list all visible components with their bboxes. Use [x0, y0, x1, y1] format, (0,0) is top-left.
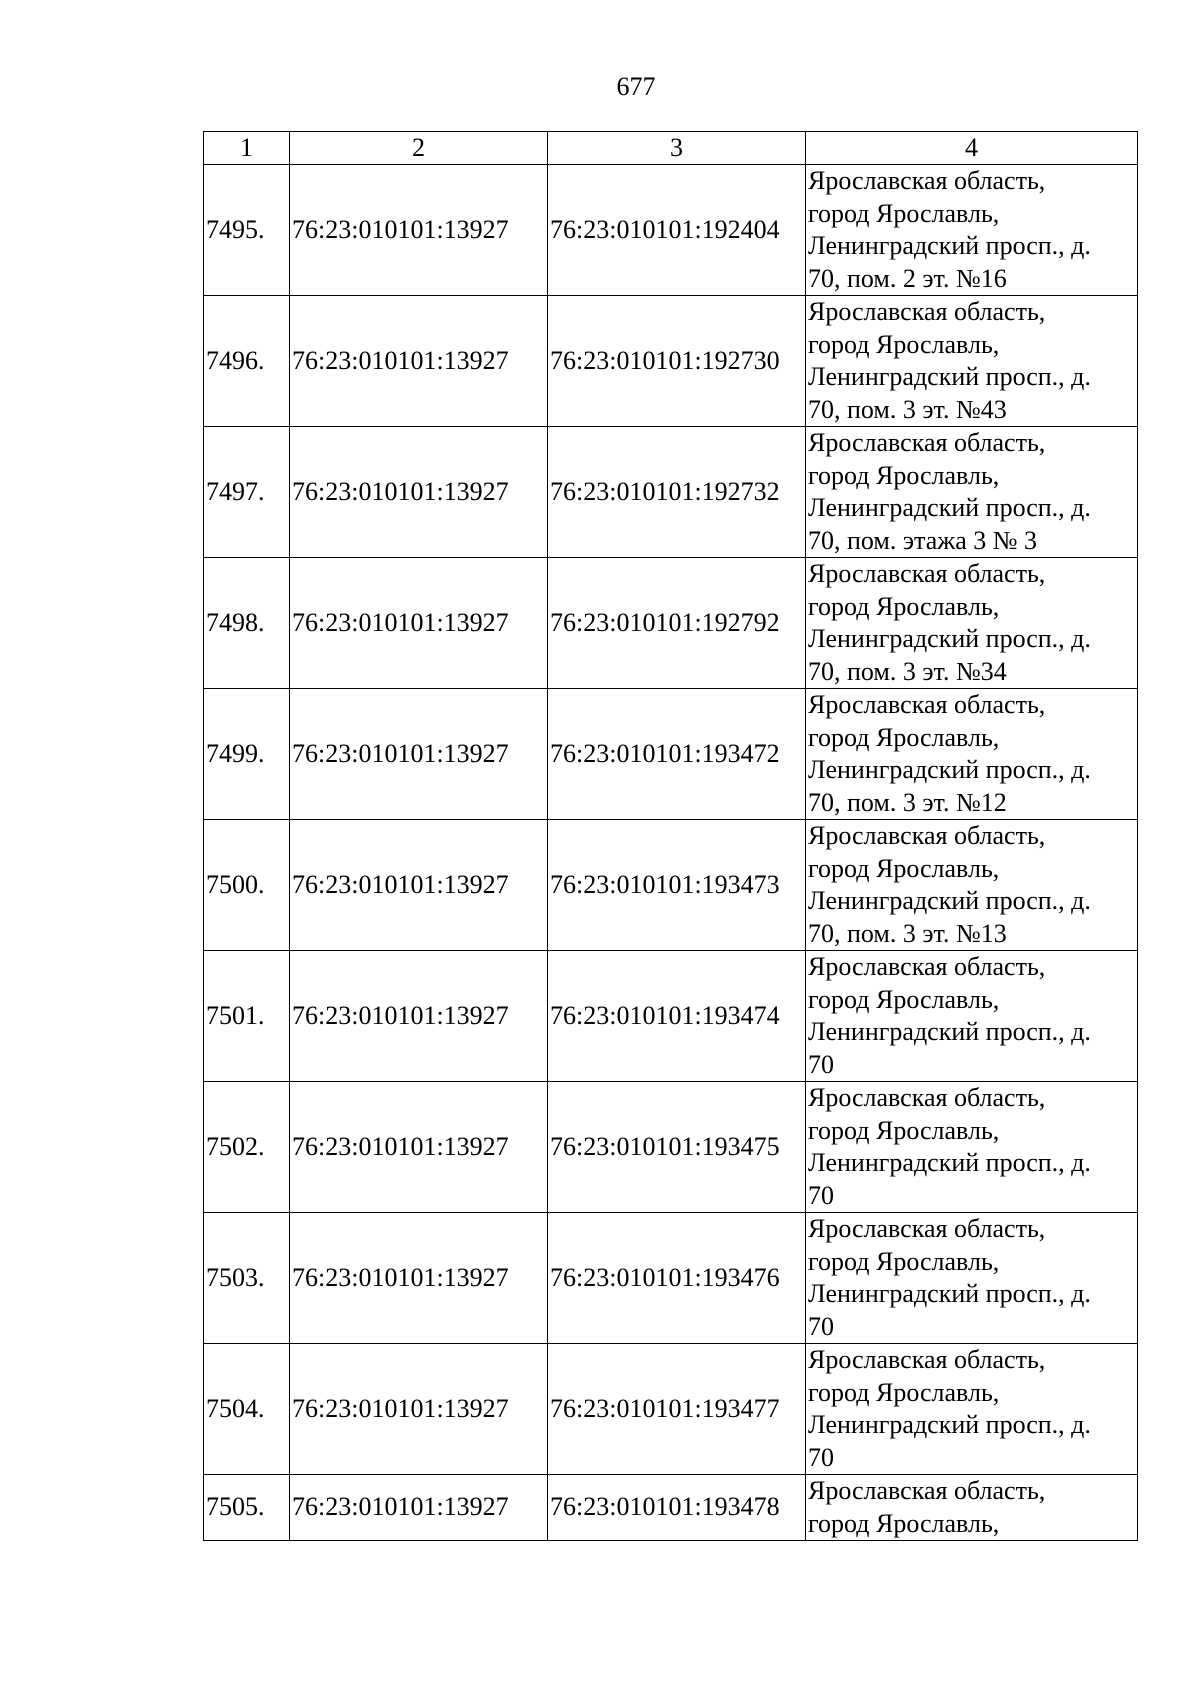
row-number-cell: 7501.	[204, 951, 290, 1082]
address-cell	[806, 1082, 1138, 1213]
table-row	[204, 427, 1138, 558]
table-row	[204, 689, 1138, 820]
column-header-4: 4	[806, 132, 1138, 165]
column-header-1: 1	[204, 132, 290, 165]
address-line: 70	[808, 1180, 834, 1210]
address-line: Ярославская область,	[808, 428, 1046, 457]
address-cell	[806, 165, 1138, 296]
cadastral-number-cell: 76:23:010101:13927	[290, 1213, 548, 1344]
address-line: 70	[808, 1442, 834, 1472]
cadastral-number-cell: 76:23:010101:13927	[290, 165, 548, 296]
table-row	[204, 1475, 1138, 1541]
address-line: Ярославская область,	[808, 1083, 1046, 1112]
address-line: город Ярославль,	[808, 1377, 1000, 1407]
cadastral-number-cell: 76:23:010101:13927	[290, 820, 548, 951]
row-number-cell: 7503.	[204, 1213, 290, 1344]
object-cadastral-number-cell: 76:23:010101:192792	[548, 558, 806, 689]
address-cell	[806, 1213, 1138, 1344]
address-line: Ярославская область,	[808, 952, 1046, 981]
row-number-cell: 7499.	[204, 689, 290, 820]
object-cadastral-number-cell: 76:23:010101:193476	[548, 1213, 806, 1344]
cadastral-number-cell: 76:23:010101:13927	[290, 1082, 548, 1213]
address-line: Ярославская область,	[808, 1476, 1046, 1505]
address-cell	[806, 558, 1138, 689]
address-line: Ярославская область,	[808, 297, 1046, 326]
address-cell	[806, 296, 1138, 427]
object-cadastral-number-cell: 76:23:010101:192730	[548, 296, 806, 427]
address-line: город Ярославль,	[808, 853, 1000, 883]
row-number-cell: 7498.	[204, 558, 290, 689]
row-number-cell: 7504.	[204, 1344, 290, 1475]
address-cell	[806, 689, 1138, 820]
table-row	[204, 296, 1138, 427]
table-row	[204, 1213, 1138, 1344]
object-cadastral-number-cell: 76:23:010101:193474	[548, 951, 806, 1082]
address-line: Ленинградский просп., д.	[808, 362, 1091, 391]
address-cell	[806, 951, 1138, 1082]
cadastral-number-cell: 76:23:010101:13927	[290, 1475, 548, 1541]
cadastral-number-cell: 76:23:010101:13927	[290, 296, 548, 427]
cadastral-number-cell: 76:23:010101:13927	[290, 427, 548, 558]
address-line: 70, пом. 2 эт. №16	[808, 263, 1007, 293]
table-row	[204, 820, 1138, 951]
address-line: город Ярославль,	[808, 1115, 1000, 1145]
object-cadastral-number-cell: 76:23:010101:193473	[548, 820, 806, 951]
cadastral-number-cell: 76:23:010101:13927	[290, 1344, 548, 1475]
column-header-2: 2	[290, 132, 548, 165]
cadastral-number-cell: 76:23:010101:13927	[290, 689, 548, 820]
table-body	[204, 165, 1138, 1541]
address-line: город Ярославль,	[808, 460, 1000, 490]
address-line: 70, пом. 3 эт. №34	[808, 656, 1007, 686]
row-number-cell: 7496.	[204, 296, 290, 427]
address-line: Ярославская область,	[808, 821, 1046, 850]
address-line: Ленинградский просп., д.	[808, 1148, 1091, 1177]
address-line: Ленинградский просп., д.	[808, 1279, 1091, 1308]
table-row	[204, 165, 1138, 296]
row-number-cell: 7495.	[204, 165, 290, 296]
address-line: Ленинградский просп., д.	[808, 624, 1091, 653]
row-number-cell: 7500.	[204, 820, 290, 951]
object-cadastral-number-cell: 76:23:010101:193478	[548, 1475, 806, 1541]
address-cell	[806, 1475, 1138, 1541]
address-line: город Ярославль,	[808, 329, 1000, 359]
header-row	[204, 132, 1138, 165]
registry-table	[203, 131, 1138, 1541]
address-line: город Ярославль,	[808, 1508, 1000, 1538]
address-line: 70, пом. 3 эт. №43	[808, 394, 1007, 424]
object-cadastral-number-cell: 76:23:010101:192732	[548, 427, 806, 558]
address-line: город Ярославль,	[808, 1246, 1000, 1276]
object-cadastral-number-cell: 76:23:010101:192404	[548, 165, 806, 296]
table-row	[204, 951, 1138, 1082]
address-line: город Ярославль,	[808, 591, 1000, 621]
address-line: Ярославская область,	[808, 166, 1046, 195]
row-number-cell: 7497.	[204, 427, 290, 558]
address-cell	[806, 427, 1138, 558]
address-line: Ярославская область,	[808, 1214, 1046, 1243]
table-row	[204, 558, 1138, 689]
address-line: Ленинградский просп., д.	[808, 1017, 1091, 1046]
cadastral-number-cell: 76:23:010101:13927	[290, 951, 548, 1082]
address-line: 70, пом. 3 эт. №13	[808, 918, 1007, 948]
object-cadastral-number-cell: 76:23:010101:193475	[548, 1082, 806, 1213]
address-line: город Ярославль,	[808, 984, 1000, 1014]
address-cell	[806, 1344, 1138, 1475]
address-line: Ленинградский просп., д.	[808, 755, 1091, 784]
address-cell	[806, 820, 1138, 951]
address-line: 70, пом. 3 эт. №12	[808, 787, 1007, 817]
object-cadastral-number-cell: 76:23:010101:193477	[548, 1344, 806, 1475]
column-header-3: 3	[548, 132, 806, 165]
address-line: город Ярославль,	[808, 722, 1000, 752]
address-line: 70	[808, 1311, 834, 1341]
table-row	[204, 1344, 1138, 1475]
page-number: 677	[616, 72, 656, 101]
address-line: Ленинградский просп., д.	[808, 1410, 1091, 1439]
address-line: город Ярославль,	[808, 198, 1000, 228]
object-cadastral-number-cell: 76:23:010101:193472	[548, 689, 806, 820]
row-number-cell: 7505.	[204, 1475, 290, 1541]
address-line: Ярославская область,	[808, 690, 1046, 719]
address-line: Ярославская область,	[808, 1345, 1046, 1374]
cadastral-number-cell: 76:23:010101:13927	[290, 558, 548, 689]
address-line: Ленинградский просп., д.	[808, 231, 1091, 260]
address-line: Ярославская область,	[808, 559, 1046, 588]
table-row	[204, 1082, 1138, 1213]
address-line: 70	[808, 1049, 834, 1079]
row-number-cell: 7502.	[204, 1082, 290, 1213]
address-line: 70, пом. этажа 3 № 3	[808, 525, 1038, 555]
address-line: Ленинградский просп., д.	[808, 493, 1091, 522]
address-line: Ленинградский просп., д.	[808, 886, 1091, 915]
